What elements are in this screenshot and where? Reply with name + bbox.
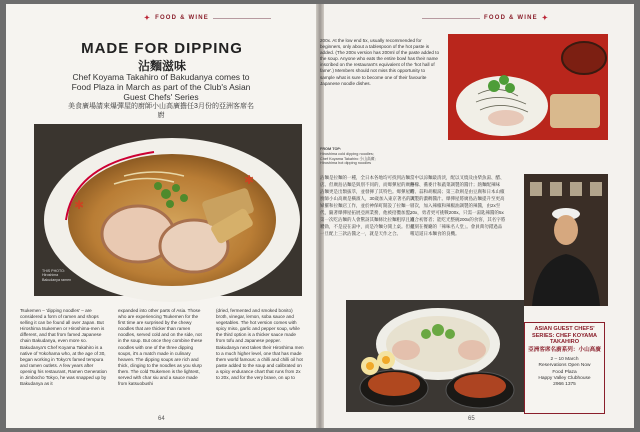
body-column-top: 200x. At the low end 5x, usually recommended for beginners, only about a tablespoon of the hot paste is added. (The 200x version has 200ml of the paste added to the soup. Anyone who eats the entire bowl has their name inscribed on the restaurant's equivalent of the 'hot hall of fame'.) Members should not miss this opportunity to sample what is sure to become one of their favourite Japanese noodle dishes.: [320, 38, 440, 86]
event-info-panel: [524, 322, 605, 414]
photo-caption: [42, 269, 71, 282]
article-title-zh: 沾麵滋味: [137, 59, 186, 73]
caption-line: THIS PHOTO:: [42, 268, 65, 273]
left-page: [6, 4, 316, 428]
panel-title: ASIAN GUEST CHEFS' SERIES: CHEF KOYAMA TAKAHIRO: [531, 326, 598, 346]
section-header: [144, 14, 271, 22]
panel-title-zh: 亞洲客席名廚系列：小山高廣: [528, 346, 601, 353]
body-column-zh-2: 當中以涼麵最清淡，配以叉燒及由柴魚湯、醋、檸檬、蕎麥汁和蔬菜調製的醬汁；熱麵配辣味噌、蒜和胡椒湯；第三款則是由豆腐和日本山椒調製的濃稠醬汁。爆彈屋將廣島沾麵提升至更高層次，加入辣椒和辣椒油調製的辣醬，由2x至20x，勇者更可挑戰200x。只需一湯匙辣醬的5x適合初嘗者；能吃光整碗200x的食客，其名字將被刻在餐廳的「辣味名人堂」。會員萬勿錯過品嚐這道日本麵食的良機。: [410, 175, 506, 236]
caption-line: Hiroshima hot dipping noodles: [320, 161, 372, 166]
page-number: 65: [468, 416, 475, 422]
hot-noodles-image: [346, 300, 524, 412]
caption-line: Hiroshima: [42, 273, 59, 278]
caption-heading: FROM TOP:: [320, 147, 342, 151]
body-column-3: (dried, fermented and smoked bonito) broth, vinegar, lemon, soba sauce and vegetables. The hot version comes with spicy miso, garlic and pepper soup, while the third option is a thicker sauce made from tofu and Japanese pepper. Bakudanya next takes their Hiroshima men to a much higher level, one that has made them world famous: a chilli and chilli oil hot paste added to the soup and calibrated on a spicy endurance chart that runs from 2x to 20x, and for the very brave, on up to: [216, 308, 304, 381]
photo-captions: [320, 147, 400, 166]
caption-line: Hiroshima cold dipping noodles;: [320, 151, 374, 156]
panel-phone: 2966 1375: [553, 382, 576, 388]
panel-note: Reservations Open Now: [538, 363, 591, 369]
section-label: FOOD & WINE: [155, 15, 209, 21]
panel-venue: Food Plaza: [552, 369, 577, 375]
body-column-zh-1: 沾麵是拉麵的一種，全日本各地均可找到沾麵店。但廣島沾麵是與別不同的，而爆彈屋的廣島沾麵更是出類拔萃，並發揮了其特色。爆彈屋的廚師小山高廣是橫濱人，30歲加入東京著名的天婦羅和拉麵店工作，並於神保町開設了拉麵一代，隨著爆彈屋拓展亞洲業務，他被招攬加盟。第一次吃沾麵的人會驚訝其麵條比拉麵粗厚且富嚼勁，不是浸在湯中，而是冷麵分開上桌。但是一旦配上三款沾醬之一，就是天作之合。: [320, 175, 416, 236]
section-label: FOOD & WINE: [484, 15, 538, 21]
article-subtitle-zh: 美食廣場請來爆彈屋的廚師小山高廣擔任3月份的亞洲客席名廚: [68, 103, 254, 119]
chef-photo: [524, 174, 608, 306]
header-rule: [213, 18, 271, 19]
star-icon: ✦: [144, 15, 152, 22]
body-column-2: expanded into other parts of Asia. Those who are experiencing Tsukemen for the first time are surprised by the chewy noodles that are thicker than ramen noodles, served cold and on the side, not in the soup. But once they combine these noodles with one of the three dipping soups, it's a match made in culinary heaven. The dipping soups are rich and thick, clinging to the noodles as you slurp them. The cold Tsukemen is the lightest, served with char siu and a sauce made from katsuobushi: [118, 308, 203, 387]
panel-venue-2: Happy Valley Clubhouse: [538, 376, 591, 381]
chef-portrait-image: [524, 174, 608, 306]
body-column-1: Tsukemen – 'dipping noodles' – are considered a form of ramen and shops selling it can be found all over Japan. But Hiroshima tsukemen or Hiroshima-men is different, and that from famed Japanese chain Bakudanya, even more so. Bakudanya's Chef Koyama Takahiro is a native of Yokohama who, at the age of 30, began working in Tokyo's famed tempura and ramen outlets. A few years after opening his restaurant, Ramen Generation in Jimbocho Tokyo, he was snapped up by Bakudanya as it: [20, 308, 107, 387]
header-rule: [422, 18, 480, 19]
star-icon: ✦: [541, 15, 549, 22]
svg-text:✱: ✱: [74, 198, 85, 212]
cold-noodles-image: [448, 34, 608, 140]
article-title: MADE FOR DIPPING: [81, 40, 243, 57]
article-subtitle: Chef Koyama Takahiro of Bakudanya comes to Food Plaza in March as part of the Club's Asian Guest Chefs' Series: [71, 72, 251, 102]
caption-line: Chef Koyama Takahiro 小山高廣;: [320, 156, 376, 161]
svg-text:✱: ✱: [244, 173, 255, 187]
section-header: [422, 14, 549, 22]
ramen-bowl-image: [34, 124, 302, 296]
panel-dates: 2 – 10 March: [550, 356, 579, 362]
page-number: 64: [158, 416, 165, 422]
cold-noodles-photo: [448, 34, 608, 140]
ramen-photo: [34, 124, 302, 296]
caption-line: Bakudanya ramen: [42, 277, 72, 282]
panel-details: [527, 357, 602, 389]
hot-noodles-photo: [346, 300, 524, 412]
